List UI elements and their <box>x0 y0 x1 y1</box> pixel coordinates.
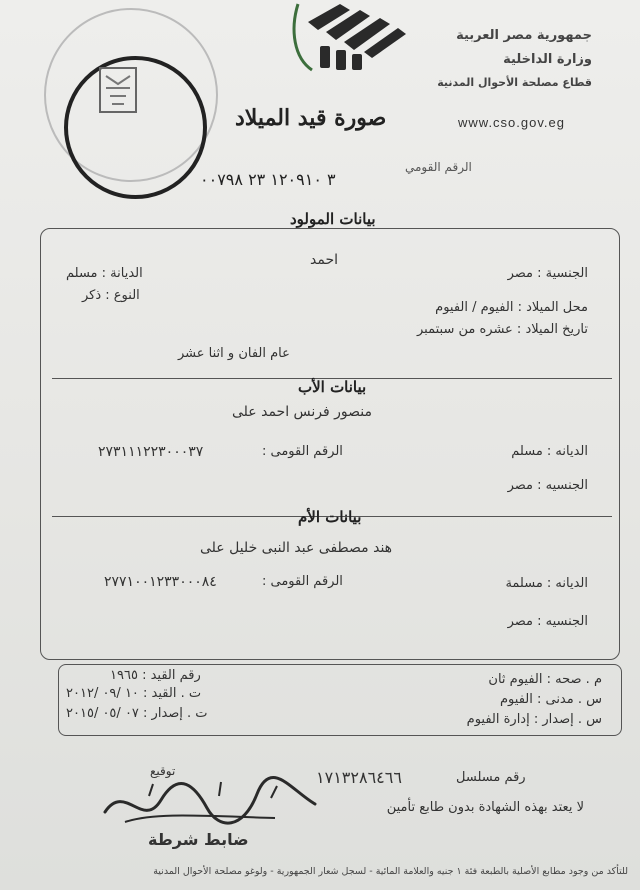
validity-note: لا يعتد بهذه الشهادة بدون طابع تأمين <box>386 800 584 815</box>
registration-civil-office: س . مدنى : الفيوم <box>500 692 602 707</box>
father-nationality: الجنسيه : مصر <box>507 478 588 493</box>
registration-issue-office: س . إصدار : إدارة الفيوم <box>466 712 602 727</box>
newborn-nationality: الجنسية : مصر <box>507 266 588 281</box>
father-name: منصور فرنس احمد على <box>232 404 373 420</box>
registration-number: رقم القيد : ١٩٦٥ <box>110 668 201 683</box>
republic-label: جمهورية مصر العربية <box>456 28 592 43</box>
national-id-label: الرقم القومي <box>405 160 472 174</box>
document-title: صورة قيد الميلاد <box>235 105 387 131</box>
father-national-id-label: الرقم القومى : <box>262 444 343 459</box>
newborn-gender: النوع : ذكر <box>82 288 140 303</box>
bottom-security-note: للتأكد من وجود مطابع الأصلية بالطبعة فئة ١ جنيه والعلامة المائية - لسجل شعار الجمهورية - ولوغو مصلحة الأحوال المدنية <box>153 866 628 877</box>
civil-registry-logo <box>280 0 420 72</box>
serial-value: ١٧١٣٢٨٦٤٦٦ <box>316 768 402 787</box>
national-id-value: ٣ ١٢٠٩١٠ ٢٣ ٠٠٧٩٨ <box>200 170 336 189</box>
signature-label: توقيع <box>150 764 176 778</box>
sector-label: قطاع مصلحة الأحوال المدنية <box>437 76 592 89</box>
father-national-id-value: ٢٧٣١١١٢٢٣٠٠٠٣٧ <box>98 444 204 460</box>
registration-health-office: م . صحه : الفيوم ثان <box>488 672 602 687</box>
mother-nationality: الجنسيه : مصر <box>507 614 588 629</box>
mother-national-id-value: ٢٧٧١٠٠١٢٣٣٠٠٠٨٤ <box>104 574 217 590</box>
serial-label: رقم مسلسل <box>456 770 526 785</box>
registration-issue-date: ت . إصدار : ٠٧ /٠٥ /٢٠١٥ <box>66 706 208 721</box>
mother-name: هند مصطفى عبد النبى خليل على <box>200 540 393 556</box>
mother-religion: الديانه : مسلمة <box>505 576 588 591</box>
newborn-birthplace: محل الميلاد : الفيوم / الفيوم <box>435 300 588 315</box>
ministry-label: وزارة الداخلية <box>503 52 592 67</box>
newborn-section-title: بيانات المولود <box>290 210 376 228</box>
eagle-emblem-icon <box>82 62 154 122</box>
father-religion: الديانه : مسلم <box>511 444 588 459</box>
father-section-title: بيانات الأب <box>298 378 367 396</box>
newborn-religion: الديانة : مسلم <box>66 266 143 281</box>
newborn-birthyear: عام الفان و اثنا عشر <box>178 346 290 361</box>
website-url: www.cso.gov.eg <box>458 115 565 130</box>
officer-title: ضابط شرطة <box>148 830 249 849</box>
registration-date: ت . القيد : ١٠ /٠٩ /٢٠١٢ <box>66 686 202 701</box>
newborn-birthdate: تاريخ الميلاد : عشره من سبتمبر <box>416 322 588 337</box>
newborn-name: احمد <box>310 252 338 268</box>
mother-national-id-label: الرقم القومى : <box>262 574 343 589</box>
mother-section-title: بيانات الأم <box>298 508 362 526</box>
